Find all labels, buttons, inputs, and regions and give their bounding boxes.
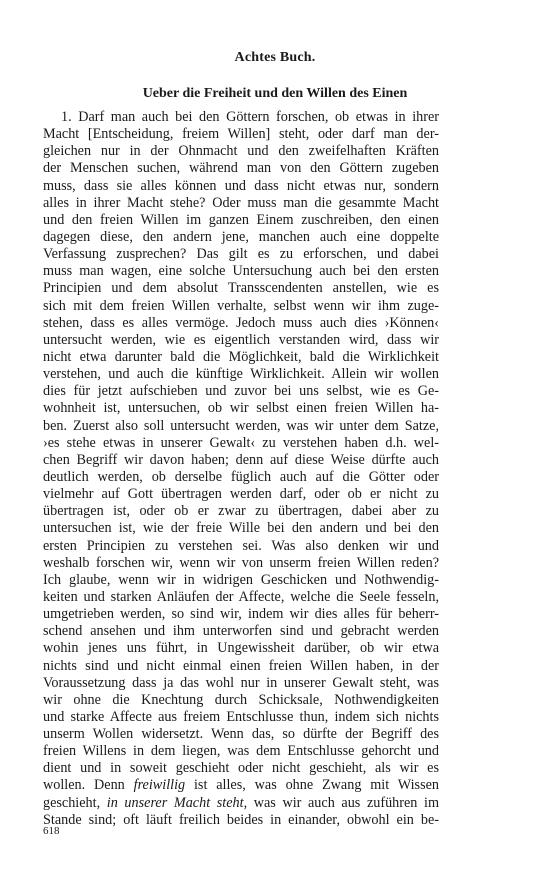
text-line: verstehen, und auch die künftige Wirklichkeit. Allein wir wollen [43, 366, 439, 383]
text-line: 1. Darf man auch bei den Göttern forschen, ob etwas in ihrer [61, 109, 439, 125]
text-line: Ich glaube, wenn wir in widrigen Geschicken und Nothwendig- [43, 571, 439, 588]
text-line: dagegen diese, den andern jene, manchen auch eine doppelte [43, 228, 439, 245]
text-line: ersten Principien zu verstehen sei. Was also denken wir und [43, 537, 439, 554]
text-line: muss, dass sie alles können und dass nicht etwas nur, sondern [43, 177, 439, 194]
chapter-title: Ueber die Freiheit und den Willen des Einen [142, 86, 408, 101]
text-line: freien Willens in dem liegen, was dem Entschlusse gehorcht und [43, 743, 439, 760]
text-line: Voraussetzung dass ja das wohl nur in unserer Gewalt steht, was [43, 674, 439, 691]
text-line: keiten und starken Anläufen der Affecte, welche die Seele fesseln, [43, 588, 439, 605]
text-line: wollen. Denn freiwillig ist alles, was ohne Zwang mit Wissen [43, 777, 439, 794]
text-line: untersuchen ist, wie der freie Wille bei den andern und bei den [43, 520, 439, 537]
body-text [43, 109, 439, 829]
text-line: weshalb forschen wir, wenn wir von unserm freien Willen reden? [43, 554, 439, 571]
text-line: Macht [Entscheidung, freiem Willen] steht, oder darf man der- [43, 126, 439, 143]
text-line: wir ohne die Knechtung durch Schicksale, Nothwendigkeiten [43, 691, 439, 708]
text-line: Principien und dem absolut Transscendenten anstellen, wie es [43, 280, 439, 297]
book-title: Achtes Buch. [234, 50, 316, 65]
text-line: Verfassung zusprechen? Das gilt es zu erforschen, und dabei [43, 246, 439, 263]
text-line: alles in ihrer Macht stehe? Oder muss man die gesammte Macht [43, 194, 439, 211]
text-line: chen Begriff wir davon haben; denn auf diese Weise dürfte auch [43, 451, 439, 468]
text-line: der Menschen suchen, während man von den Göttern zugeben [43, 160, 439, 177]
text-line: deutlich werden, ob derselbe füglich auch auf die Götter oder [43, 468, 439, 485]
text-line: vielmehr auf Gott übertragen werden darf, oder ob er nicht zu [43, 486, 439, 503]
text-line: sich mit dem freien Willen verhalte, selbst wenn wir ihm zuge- [43, 297, 439, 314]
text-line: Stande sind; oft läuft freilich beides in einander, obwohl ein be- [43, 811, 439, 828]
text-line: und den freien Willen im ganzen Einem zuschreiben, den einen [43, 211, 439, 228]
text-line: dient und in soweit geschieht oder nicht geschieht, als wir es [43, 760, 439, 777]
text-line: wohnheit ist, untersuchen, ob wir selbst einen freien Willen ha- [43, 400, 439, 417]
text-line: stehen, dass es alles vermöge. Jedoch muss auch dies ›Können‹ [43, 314, 439, 331]
text-line: unserm Wollen widersetzt. Wenn das, so dürfte der Begriff des [43, 726, 439, 743]
text-line: nichts sind und nicht einmal einen freien Willen haben, in der [43, 657, 439, 674]
text-line: schend ansehen und ihm unterworfen sind und gebracht werden [43, 623, 439, 640]
text-line: geschieht, in unserer Macht steht, was wir auch aus zuführen im [43, 794, 439, 811]
text-line: ben. Zuerst also soll untersucht werden, was wir unter dem Satze, [43, 417, 439, 434]
text-line: umgetrieben werden, so sind wir, indem wir dies alles für beherr- [43, 606, 439, 623]
text-line: muss man wagen, eine solche Untersuchung auch bei den ersten [43, 263, 439, 280]
text-line: und starke Affecte aus freiem Entschlusse thun, indem sich nichts [43, 708, 439, 725]
text-line: dies für jetzt aufschieben und zuvor bei uns selbst, wie es Ge- [43, 383, 439, 400]
text-line: gleichen nur in der Ohnmacht und den zweifelhaften Kräften [43, 143, 439, 160]
text-line: übertragen ist, oder ob er zwar zu übertragen, dabei aber zu [43, 503, 439, 520]
text-line: wohin jenes uns führt, in Ungewissheit darüber, ob wir etwa [43, 640, 439, 657]
text-line: nicht etwa darunter bald die Möglichkeit, bald die Wirklichkeit [43, 348, 439, 365]
text-line: untersucht werden, wie es eigentlich verstanden wird, dass wir [43, 331, 439, 348]
page-number: 618 [43, 825, 60, 837]
text-line: ›es stehe etwas in unserer Gewalt‹ zu verstehen haben d.h. wel- [43, 434, 439, 451]
